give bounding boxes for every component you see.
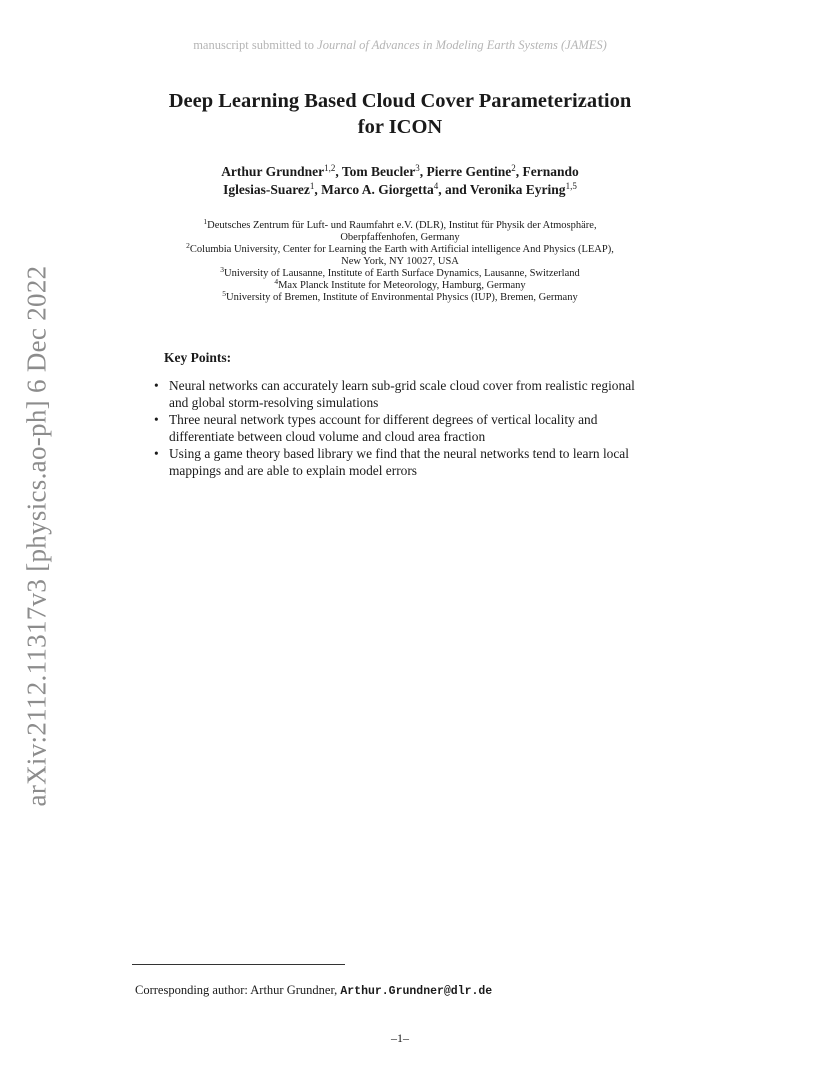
author-email-link[interactable]: Arthur.Grundner@dlr.de (340, 985, 493, 998)
affiliation-text: Deutsches Zentrum für Luft- und Raumfahrt e.V. (DLR), Institut für Physik der Atmosphäre, (207, 220, 597, 231)
affiliation-number: 3 (220, 265, 224, 274)
key-points-heading: Key Points: (164, 350, 232, 365)
author-line-2 (0, 181, 800, 199)
header-prefix: manuscript submitted to (193, 38, 318, 52)
affiliation-list (0, 217, 800, 304)
author-name: , Fernando (515, 164, 579, 179)
title-line-1: Deep Learning Based Cloud Cover Parameterization (168, 90, 632, 112)
corresponding-author-footnote (135, 983, 492, 998)
key-point-text: Using a game theory based library we find that the neural networks tend to learn local mappings and are able to explain model errors (169, 446, 629, 478)
affiliation-1-cont: Oberpfaffenhofen, Germany (340, 232, 460, 243)
key-points-list (150, 378, 652, 480)
author-affil-sup: 1,2 (324, 163, 336, 173)
affiliation-text: Columbia University, Center for Learning the Earth with Artificial intelligence And Physics (LEAP), (189, 244, 614, 255)
affiliation-3 (0, 265, 800, 280)
key-point-text: Three neural network types account for different degrees of vertical locality and differentiate between cloud volume and cloud area fraction (169, 412, 598, 444)
author-name: , Pierre Gentine (419, 164, 512, 179)
footnote-label: Corresponding author: Arthur Grundner, (135, 983, 341, 997)
author-line-1 (0, 163, 800, 181)
affiliation-number: 5 (222, 289, 227, 298)
bullet-icon: • (154, 446, 159, 461)
journal-name: Journal of Advances in Modeling Earth Systems (JAMES) (317, 38, 607, 52)
author-name: , Marco A. Giorgetta (314, 182, 434, 197)
author-affil-sup: 4 (433, 181, 439, 191)
arxiv-sidebar-id: arXiv:2112.11317v3 [physics.ao-ph] 6 Dec 2022 (21, 265, 52, 807)
title-line-2: for ICON (357, 116, 443, 138)
bullet-icon: • (154, 412, 159, 427)
paper-title (0, 88, 800, 140)
affiliation-1 (0, 217, 800, 232)
key-point-text: Neural networks can accurately learn sub-grid scale cloud cover from realistic regional and global storm-resolving simulations (169, 378, 635, 410)
author-name: , and Veronika Eyring (438, 182, 566, 197)
author-affil-sup: 2 (511, 163, 516, 173)
author-affil-sup: 3 (415, 163, 420, 173)
affiliation-text: University of Bremen, Institute of Environmental Physics (IUP), Bremen, Germany (226, 292, 578, 303)
affiliation-number: 2 (186, 241, 190, 250)
author-list (0, 163, 800, 199)
author-name: , Tom Beucler (335, 164, 416, 179)
author-affil-sup: 1,5 (565, 181, 577, 191)
author-name: Arthur Grundner (221, 164, 325, 179)
key-point-item (150, 378, 652, 411)
affiliation-number: 1 (203, 217, 208, 226)
affiliation-number: 4 (274, 277, 279, 286)
affiliation-text: University of Lausanne, Institute of Earth Surface Dynamics, Lausanne, Switzerland (224, 268, 580, 279)
author-affil-sup: 1 (309, 181, 315, 191)
affiliation-5 (0, 289, 800, 304)
page-number: –1– (391, 1031, 409, 1045)
footnote-rule (132, 964, 345, 965)
key-point-item (150, 446, 652, 479)
bullet-icon: • (154, 378, 159, 393)
affiliation-2 (0, 241, 800, 256)
author-name: Iglesias-Suarez (223, 182, 310, 197)
key-point-item (150, 412, 652, 445)
affiliation-4 (0, 277, 800, 292)
manuscript-header (0, 38, 800, 53)
affiliation-text: Max Planck Institute for Meteorology, Hamburg, Germany (278, 280, 526, 291)
affiliation-2-cont: New York, NY 10027, USA (341, 256, 459, 267)
